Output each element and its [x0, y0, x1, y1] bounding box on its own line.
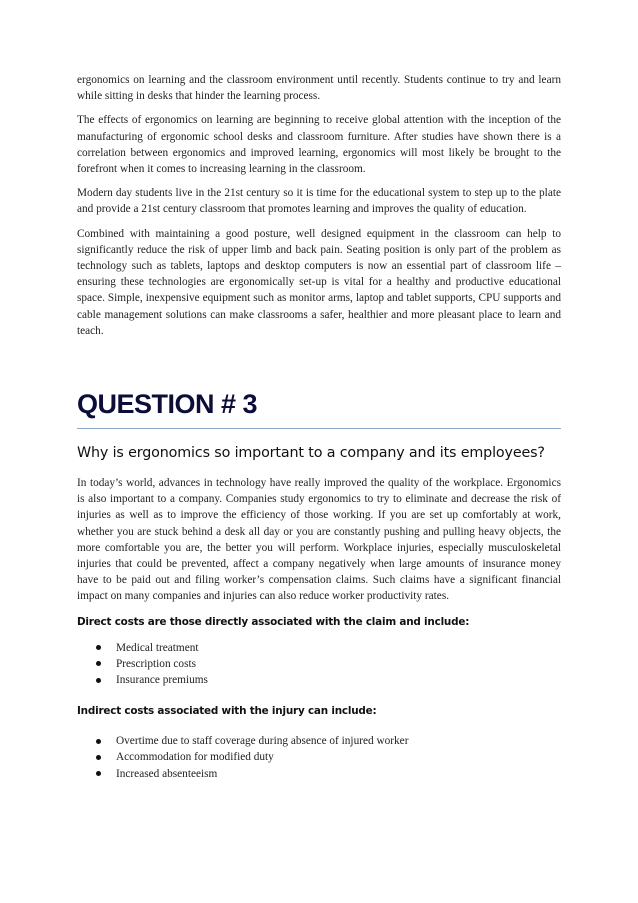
list-item: Overtime due to staff coverage during absence of injured worker: [77, 733, 561, 749]
list-item: Medical treatment: [77, 640, 561, 656]
bullet-icon: [96, 645, 101, 650]
section-subheading: Why is ergonomics so important to a company and its employees?: [77, 445, 545, 462]
paragraph-combined: Combined with maintaining a good posture, well designed equipment in the classroom can help to significantly reduce the risk of upper limb and back pain. Seating position is only part of the problem as technology such as tablets, laptops and desktop computers is now an essential part of classroom life – ensuring these technologies are ergonomically set-up is vital for a healthy and productive educational space. Simple, inexpensive equipment such as monitor arms, laptop and tablet supports, CPU supports and cable management solutions can make classrooms a safer, healthier and more pleasant place to learn and teach.: [77, 227, 561, 337]
heading-divider: [77, 428, 561, 429]
indirect-costs-list: [77, 733, 561, 782]
list-item: Accommodation for modified duty: [77, 749, 561, 765]
list-item: Prescription costs: [77, 656, 561, 672]
section-body-paragraph: In today’s world, advances in technology have really improved the quality of the workplace. Ergonomics is also important to a company. Companies study ergonomics to try to eliminate and decrease the risk of injuries as well as to improve the efficiency of those working. If you are set up comfortably at work, whether you are stuck behind a desk all day or you are constantly pushing and pulling heavy objects, the more comfortable you are, the better you will perform. Workplace injuries, especially musculoskeletal injuries that could be prevented, affect a company negatively when large amounts of insurance money have to be paid out and filing worker’s compensation claims. Such claims have a significant financial impact on many companies and injuries can also reduce worker productivity rates.: [77, 477, 561, 603]
list-item: Increased absenteeism: [77, 766, 561, 782]
section-heading: QUESTION # 3: [77, 389, 258, 420]
paragraph-continuation: ergonomics on learning and the classroom environment until recently. Students continue to try and learn while sitting in desks that hinder the learning process.: [77, 74, 561, 103]
list-item: Insurance premiums: [77, 672, 561, 688]
paragraph-modern-day: Modern day students live in the 21st century so it is time for the educational system to step up to the plate and provide a 21st century classroom that promotes learning and improves the quality of education.: [77, 187, 561, 216]
bullet-icon: [96, 755, 101, 760]
indirect-costs-label: Indirect costs associated with the injury can include:: [77, 705, 377, 718]
direct-costs-label: Direct costs are those directly associated with the claim and include:: [77, 615, 470, 628]
document-page: [77, 72, 561, 794]
direct-costs-list: [77, 640, 561, 689]
bullet-icon: [96, 678, 101, 683]
paragraph-effects: The effects of ergonomics on learning are beginning to receive global attention with the inception of the manufacturing of ergonomic school desks and classroom furniture. After studies have shown there is a correlation between ergonomics and improved learning, ergonomics will most likely be brought to the forefront when it comes to increasing learning in the classroom.: [77, 114, 561, 176]
bullet-icon: [96, 661, 101, 666]
bullet-icon: [96, 771, 101, 776]
bullet-icon: [96, 739, 101, 744]
